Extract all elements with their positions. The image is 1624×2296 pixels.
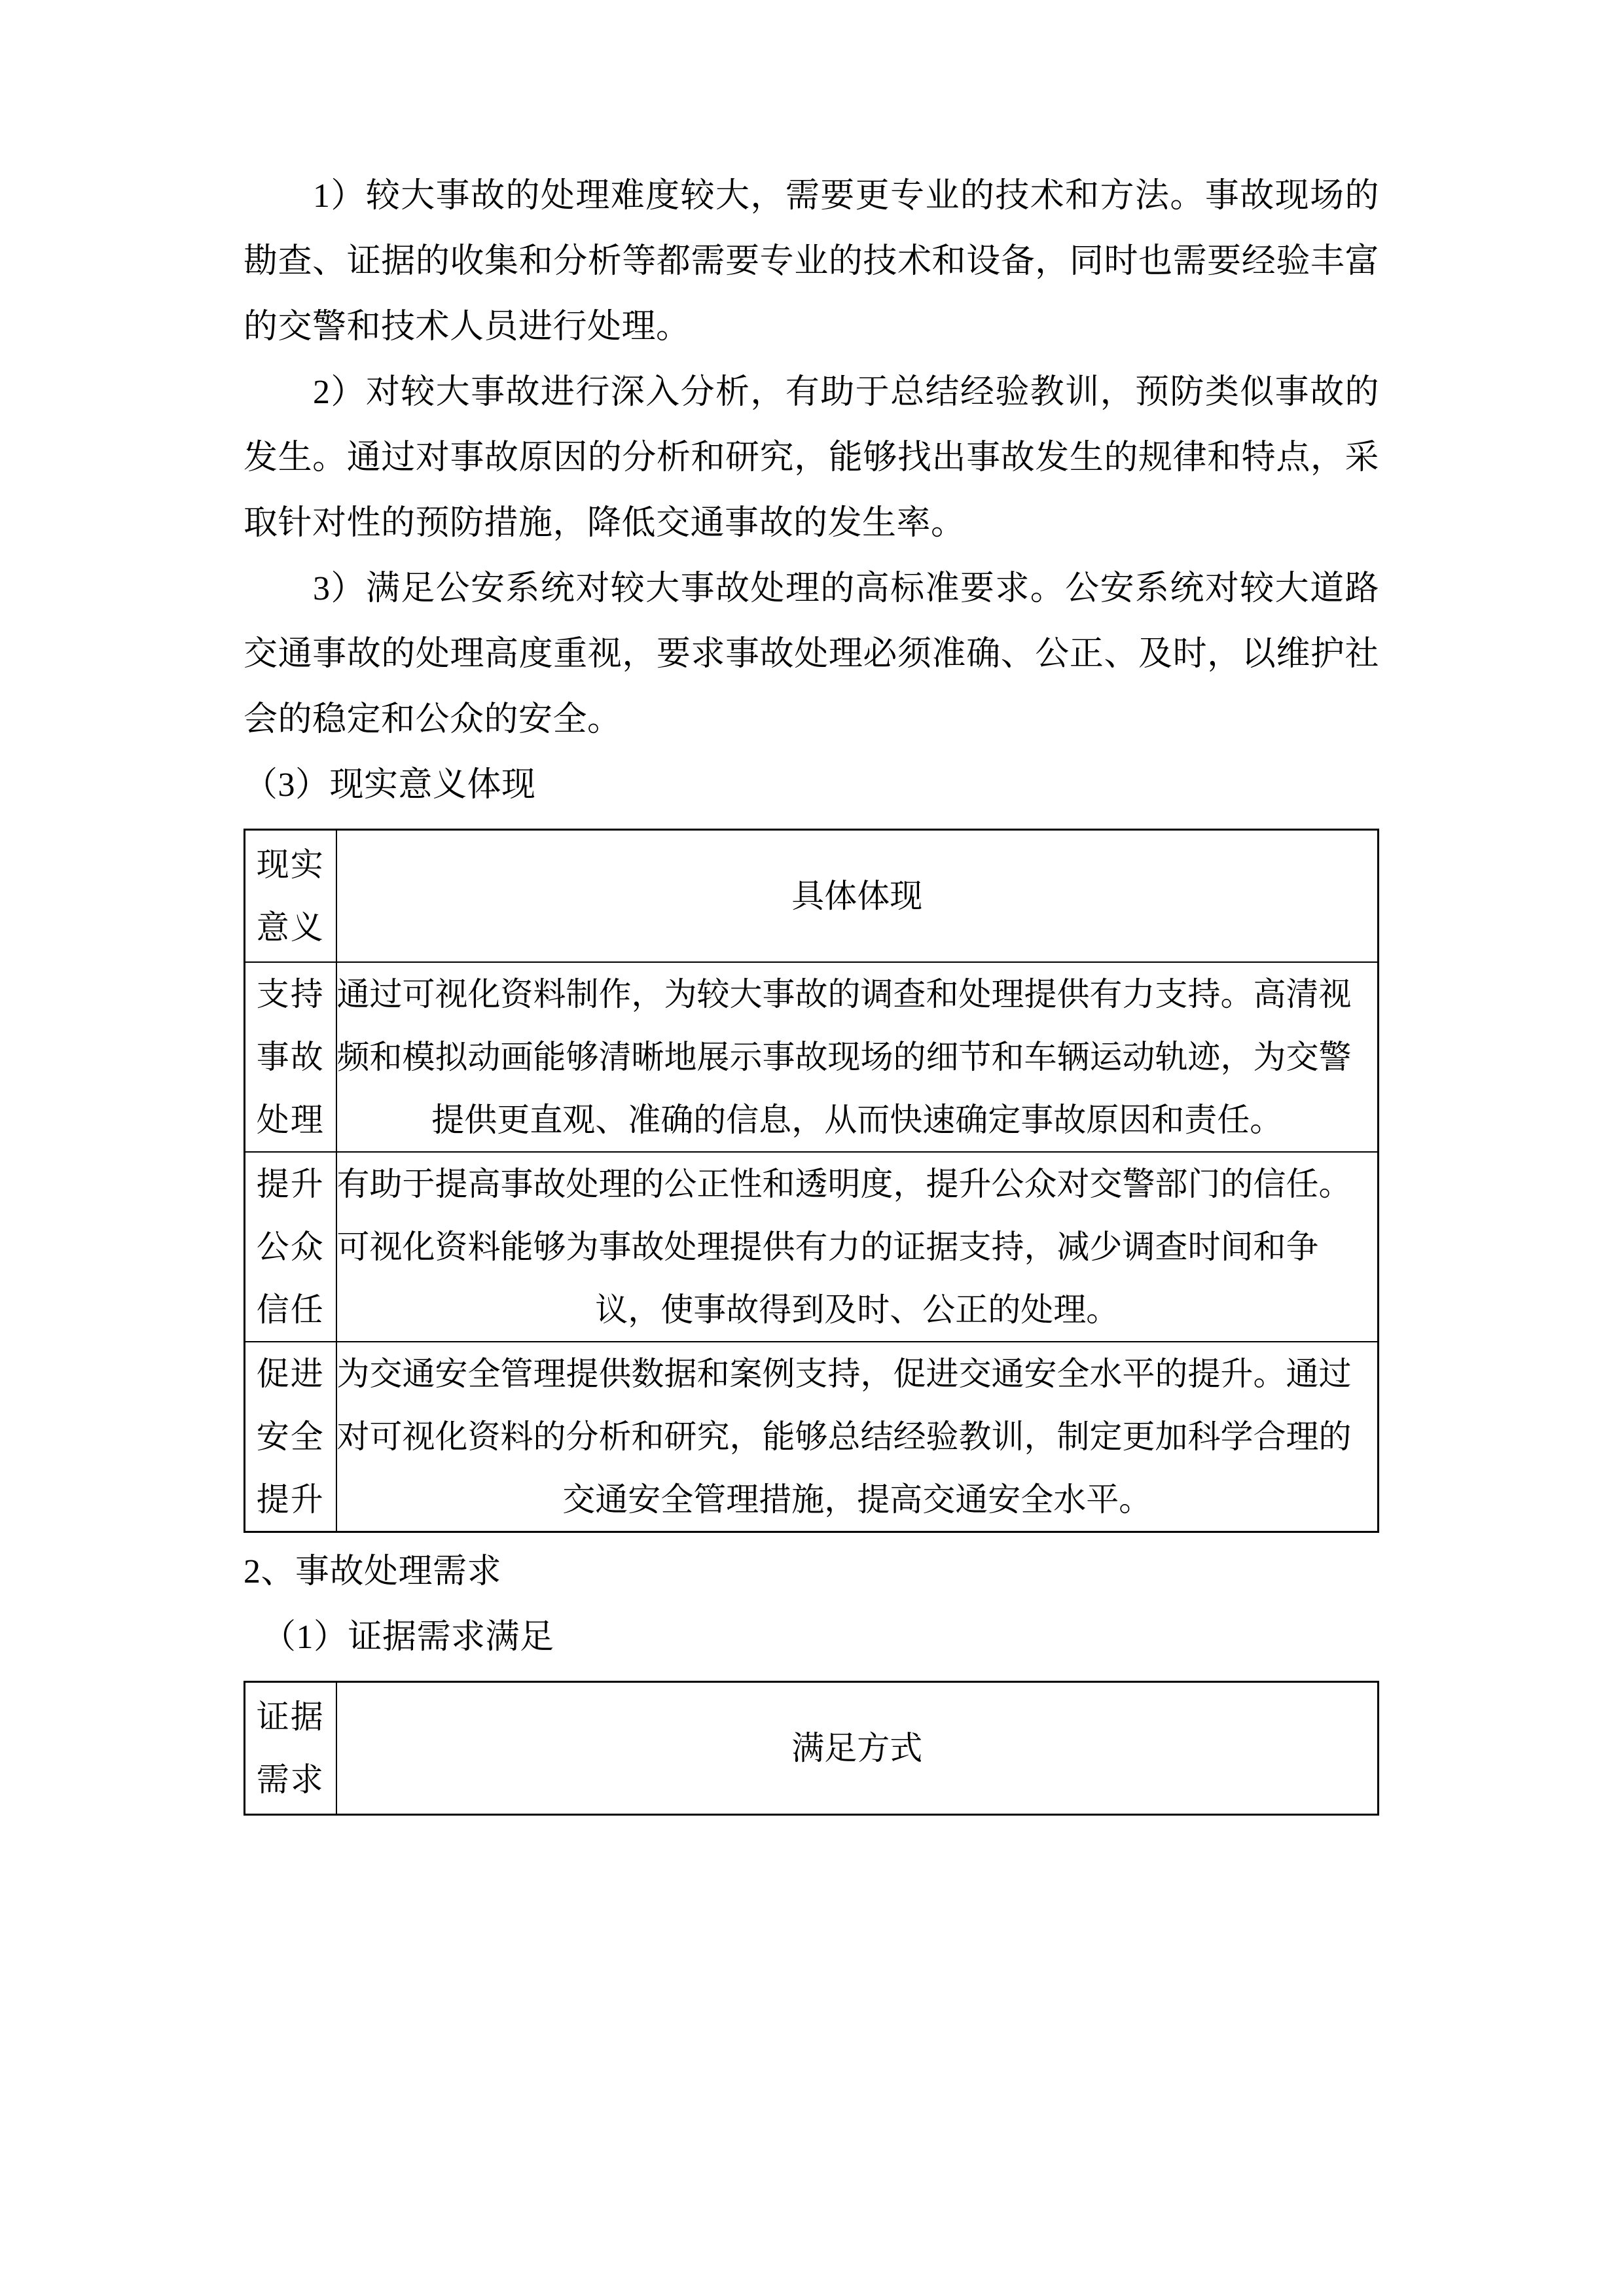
- paragraph-2: 2）对较大事故进行深入分析，有助于总结经验教训，预防类似事故的发生。通过对事故原因的分析和研究，能够找出事故发生的规律和特点，采取针对性的预防措施，降低交通事故的发生率。: [244, 374, 1379, 542]
- header-label-line-1: 证据: [256, 1698, 325, 1735]
- row-label-line-3: 处理: [256, 1102, 325, 1138]
- header-label-line-2: 意义: [256, 909, 325, 946]
- header-cell-category: [245, 830, 336, 963]
- table-header-row: [245, 830, 1379, 963]
- table-header-row: [245, 1682, 1379, 1815]
- paragraph-1: 1）较大事故的处理难度较大，需要更专业的技术和方法。事故现场的勘查、证据的收集和分析等都需要专业的技术和设备，同时也需要经验丰富的交警和技术人员进行处理。: [244, 177, 1379, 346]
- table-row: [245, 1342, 1379, 1532]
- row-label-line-3: 信任: [256, 1291, 325, 1328]
- heading-realistic-significance: （3）现实意义体现: [244, 766, 536, 804]
- row-body-safety-improvement: [336, 1342, 1379, 1532]
- header-cell-satisfaction-method: 满足方式: [336, 1682, 1379, 1815]
- cell-line: 交通安全管理措施，提高交通安全水平。: [562, 1481, 1152, 1518]
- row-label-public-trust: [245, 1152, 336, 1342]
- row-label-line-1: 提升: [256, 1166, 325, 1202]
- row-body-public-trust: [336, 1152, 1379, 1342]
- header-cell-detail: 具体体现: [336, 830, 1379, 963]
- cell-line: 有助于提高事故处理的公正性和透明度，提升公众对交警部门的信任。: [336, 1166, 1352, 1202]
- row-label-line-3: 提升: [256, 1481, 325, 1518]
- table-realistic-significance: [244, 829, 1379, 1533]
- header-cell-evidence-demand: [245, 1682, 336, 1815]
- row-label-line-2: 公众: [256, 1229, 325, 1265]
- page-content: [244, 164, 1379, 1822]
- row-label-support-accident-handling: [245, 962, 336, 1152]
- cell-line: 为交通安全管理提供数据和案例支持，促进交通安全水平的提升。通过: [336, 1355, 1352, 1392]
- paragraph-3: 3）满足公安系统对较大事故处理的高标准要求。公安系统对较大道路交通事故的处理高度重视，要求事故处理必须准确、公正、及时，以维护社会的稳定和公众的安全。: [244, 570, 1379, 738]
- table-row: [245, 1152, 1379, 1342]
- cell-line: 可视化资料能够为事故处理提供有力的证据支持，减少调查时间和争: [336, 1229, 1319, 1265]
- heading-accident-handling-demand: 2、事故处理需求: [244, 1553, 502, 1590]
- table-row: [245, 962, 1379, 1152]
- row-body-support-accident-handling: [336, 962, 1379, 1152]
- row-label-safety-improvement: [245, 1342, 336, 1532]
- header-label-line-2: 需求: [256, 1761, 325, 1798]
- cell-line: 频和模拟动画能够清晰地展示事故现场的细节和车辆运动轨迹，为交警: [336, 1039, 1352, 1075]
- row-label-line-2: 事故: [256, 1039, 325, 1075]
- cell-line: 提供更直观、准确的信息，从而快速确定事故原因和责任。: [431, 1102, 1283, 1138]
- cell-line: 议，使事故得到及时、公正的处理。: [595, 1291, 1119, 1328]
- row-label-line-1: 支持: [256, 976, 325, 1013]
- row-label-line-2: 安全: [256, 1418, 325, 1455]
- cell-line: 通过可视化资料制作，为较大事故的调查和处理提供有力支持。高清视: [336, 976, 1352, 1013]
- heading-evidence-demand: （1）证据需求满足: [262, 1619, 554, 1656]
- table-evidence-demand: [244, 1681, 1379, 1816]
- header-label-line-1: 现实: [256, 846, 325, 883]
- row-label-line-1: 促进: [256, 1355, 325, 1392]
- cell-line: 对可视化资料的分析和研究，能够总结经验教训，制定更加科学合理的: [336, 1418, 1352, 1455]
